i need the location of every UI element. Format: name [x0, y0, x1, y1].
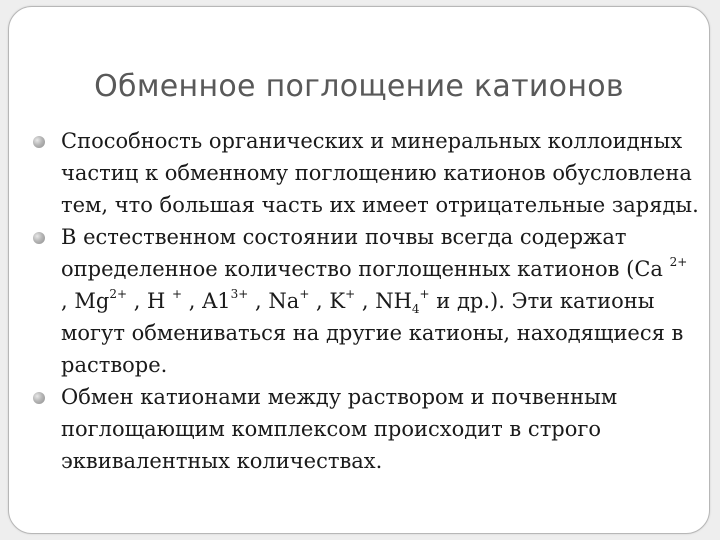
ion-mg: $Mg^{2+}$	[74, 287, 128, 313]
bullet-dot-icon	[33, 392, 45, 404]
ion-na: Na+	[268, 287, 310, 313]
ion-k: K+	[329, 287, 356, 313]
bullet-item	[23, 125, 699, 221]
bullet-dot-icon	[33, 232, 45, 244]
ion-h: H +	[147, 287, 183, 313]
ion-ca: Ca $^{2+}$	[634, 255, 688, 281]
bullet-text-before: В естественном состоянии почвы всегда содержат определенное количество поглощенных катионов (	[61, 225, 635, 281]
bullet-text: Способность органических и минеральных коллоидных частиц к обменному поглощению катионов обусловлена тем, что большая часть их имеет отрицательные заряды.	[61, 129, 699, 217]
bullet-item	[23, 381, 699, 477]
bullet-text: Обмен катионами между раствором и почвенным поглощающим комплексом происходит в строго эквивалентных количествах.	[61, 385, 618, 473]
slide-title: Обменное поглощение катионов	[94, 69, 624, 104]
slide	[8, 6, 710, 534]
bullet-list	[23, 125, 699, 477]
ion-al: $A1^{3+}$	[202, 287, 249, 313]
ion-nh4: $NH_4^+$	[375, 287, 430, 317]
bullet-text-after: и др.). Эти катионы могут обмениваться на другие катионы, находящиеся в растворе.	[61, 289, 684, 377]
bullet-dot-icon	[33, 136, 45, 148]
bullet-item: В естественном состоянии почвы всегда содержат определенное количество поглощенных катионов (Ca $^{2+}$ , $Mg^{2+}$ , H + , $A1^{3+}$ , Na+ , K+ , $NH_4^+$ и др.). Эти катионы могут обмениваться на другие катионы, находящиеся в растворе.	[23, 221, 699, 381]
